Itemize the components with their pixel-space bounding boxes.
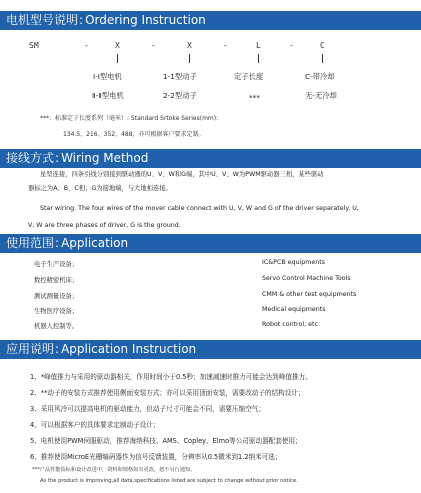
- stroke-note-line-1: ***：标准定子长度系列（毫米）: Standard Srtoke Series(mm):: [40, 115, 219, 122]
- application-item-zh: 机器人控制等。: [34, 323, 79, 330]
- stroke-note-line-2: 134.5、216、352、488，亦可根据客户要求定制。: [63, 131, 205, 138]
- instruction-heading-zh: 应用说明: [6, 342, 55, 356]
- wiring-heading-sep: :: [55, 151, 60, 165]
- application-item-zh: 数控精密机床；: [34, 277, 79, 284]
- instruction-heading-en: Application Instruction: [61, 342, 197, 356]
- code-mover-type: X: [187, 41, 192, 50]
- mover-option-1: 1-1型动子: [163, 72, 197, 81]
- instruction-item: 5、电机使用PWM伺服驱动，推荐海纳科技、AMS、Copley、Elmo等公司驱动器配套使用；: [30, 437, 302, 445]
- footnote-en: As the product is improving,all data,specifications listed are subject to change without prior notice.: [40, 478, 298, 484]
- code-dash-1: -: [84, 41, 89, 50]
- application-item-en: Servo Control Machine Tools: [262, 275, 351, 282]
- instruction-item: 1、*峰值推力与采用的驱动器相关，作用时间小于0.5秒；加速减速时推力可能会达到峰值推力。: [30, 373, 312, 381]
- mover-option-2: 2-2型动子: [163, 91, 197, 100]
- ordering-heading-sep: :: [79, 13, 84, 27]
- instruction-banner: [0, 340, 421, 359]
- code-cooling: C: [320, 41, 325, 50]
- application-item-en: CMM & other test equipments: [262, 291, 357, 298]
- wiring-banner: [0, 149, 421, 168]
- wiring-en-line-2: V, W are three phases of driver, G is the ground.: [28, 222, 181, 229]
- wiring-zh-line-2: 器标之为A、B、C相；G为接地端，与大地相连接。: [28, 185, 172, 192]
- instruction-item: 2、**动子的安装方式推荐使用侧面安装方式；亦可以采用顶面安装，需要改动子的结构设计；: [30, 389, 305, 397]
- application-item-en: IC&PCB equipments: [262, 259, 326, 266]
- code-motor-type: X: [115, 41, 120, 50]
- application-item-zh: 电子生产设备；: [34, 261, 79, 268]
- application-item-en: Medical equipments: [262, 306, 326, 313]
- instruction-item: 6、推荐使用MicroE光栅编码器作为信号反馈装置，分辨率从0.5微米到1.2纳米可选；: [30, 453, 282, 461]
- application-heading-en: Application: [61, 236, 129, 250]
- code-dash-4: -: [289, 41, 294, 50]
- application-heading-zh: 使用范围: [6, 236, 55, 250]
- instruction-item: 3、采用风冷可以提高电机的驱动能力，但动子尺寸可能会不同，需要压缩空气；: [30, 405, 265, 413]
- footnote-zh: ***产品性能指标和设计改进中，资料和规格如有更改，恕不另行通知。: [32, 467, 196, 473]
- code-sm: SM: [29, 41, 39, 50]
- ordering-heading-en: Ordering Instruction: [85, 13, 206, 27]
- wiring-heading-en: Wiring Method: [61, 151, 149, 165]
- cooling-option-2: 无-无冷却: [305, 91, 337, 100]
- code-dash-3: -: [223, 41, 228, 50]
- application-item-zh: 测试测量设备；: [34, 293, 79, 300]
- code-length: L: [256, 41, 261, 50]
- code-connector-2: [189, 54, 190, 63]
- application-banner: [0, 234, 421, 253]
- code-connector-4: [322, 54, 323, 63]
- ordering-banner: [0, 11, 421, 30]
- wiring-heading-zh: 接线方式: [6, 151, 55, 165]
- wiring-zh-line-1: 星型连接，四条引线分别接到驱动器的U、V、W和G端，其中U、V、W为PWM驱动器三相，某些驱动: [40, 171, 324, 178]
- ordering-heading-zh: 电机型号说明: [6, 13, 79, 27]
- stroke-value: ***: [249, 93, 260, 102]
- motor-type-option-2: Ⅱ-Ⅱ型电机: [92, 91, 124, 100]
- wiring-en-line-1: Star wiring. The four wires of the mover cable connect with U, V, W and G of the driver separately. U,: [40, 205, 359, 212]
- application-item-zh: 生物医疗设备；: [34, 308, 79, 315]
- motor-type-option-1: Ⅰ-Ⅰ型电机: [93, 72, 122, 81]
- application-heading-sep: :: [55, 236, 60, 250]
- code-connector-3: [258, 54, 259, 63]
- instruction-heading-sep: :: [55, 342, 60, 356]
- code-dash-2: -: [151, 41, 156, 50]
- code-connector-1: [117, 54, 118, 63]
- application-item-en: Robot control, etc.: [262, 321, 320, 328]
- stroke-label: 定子长度: [234, 72, 264, 81]
- cooling-option-1: C-带冷却: [305, 72, 335, 81]
- instruction-item: 4、可以根据客户的具体要求定制动子设计；: [30, 421, 160, 429]
